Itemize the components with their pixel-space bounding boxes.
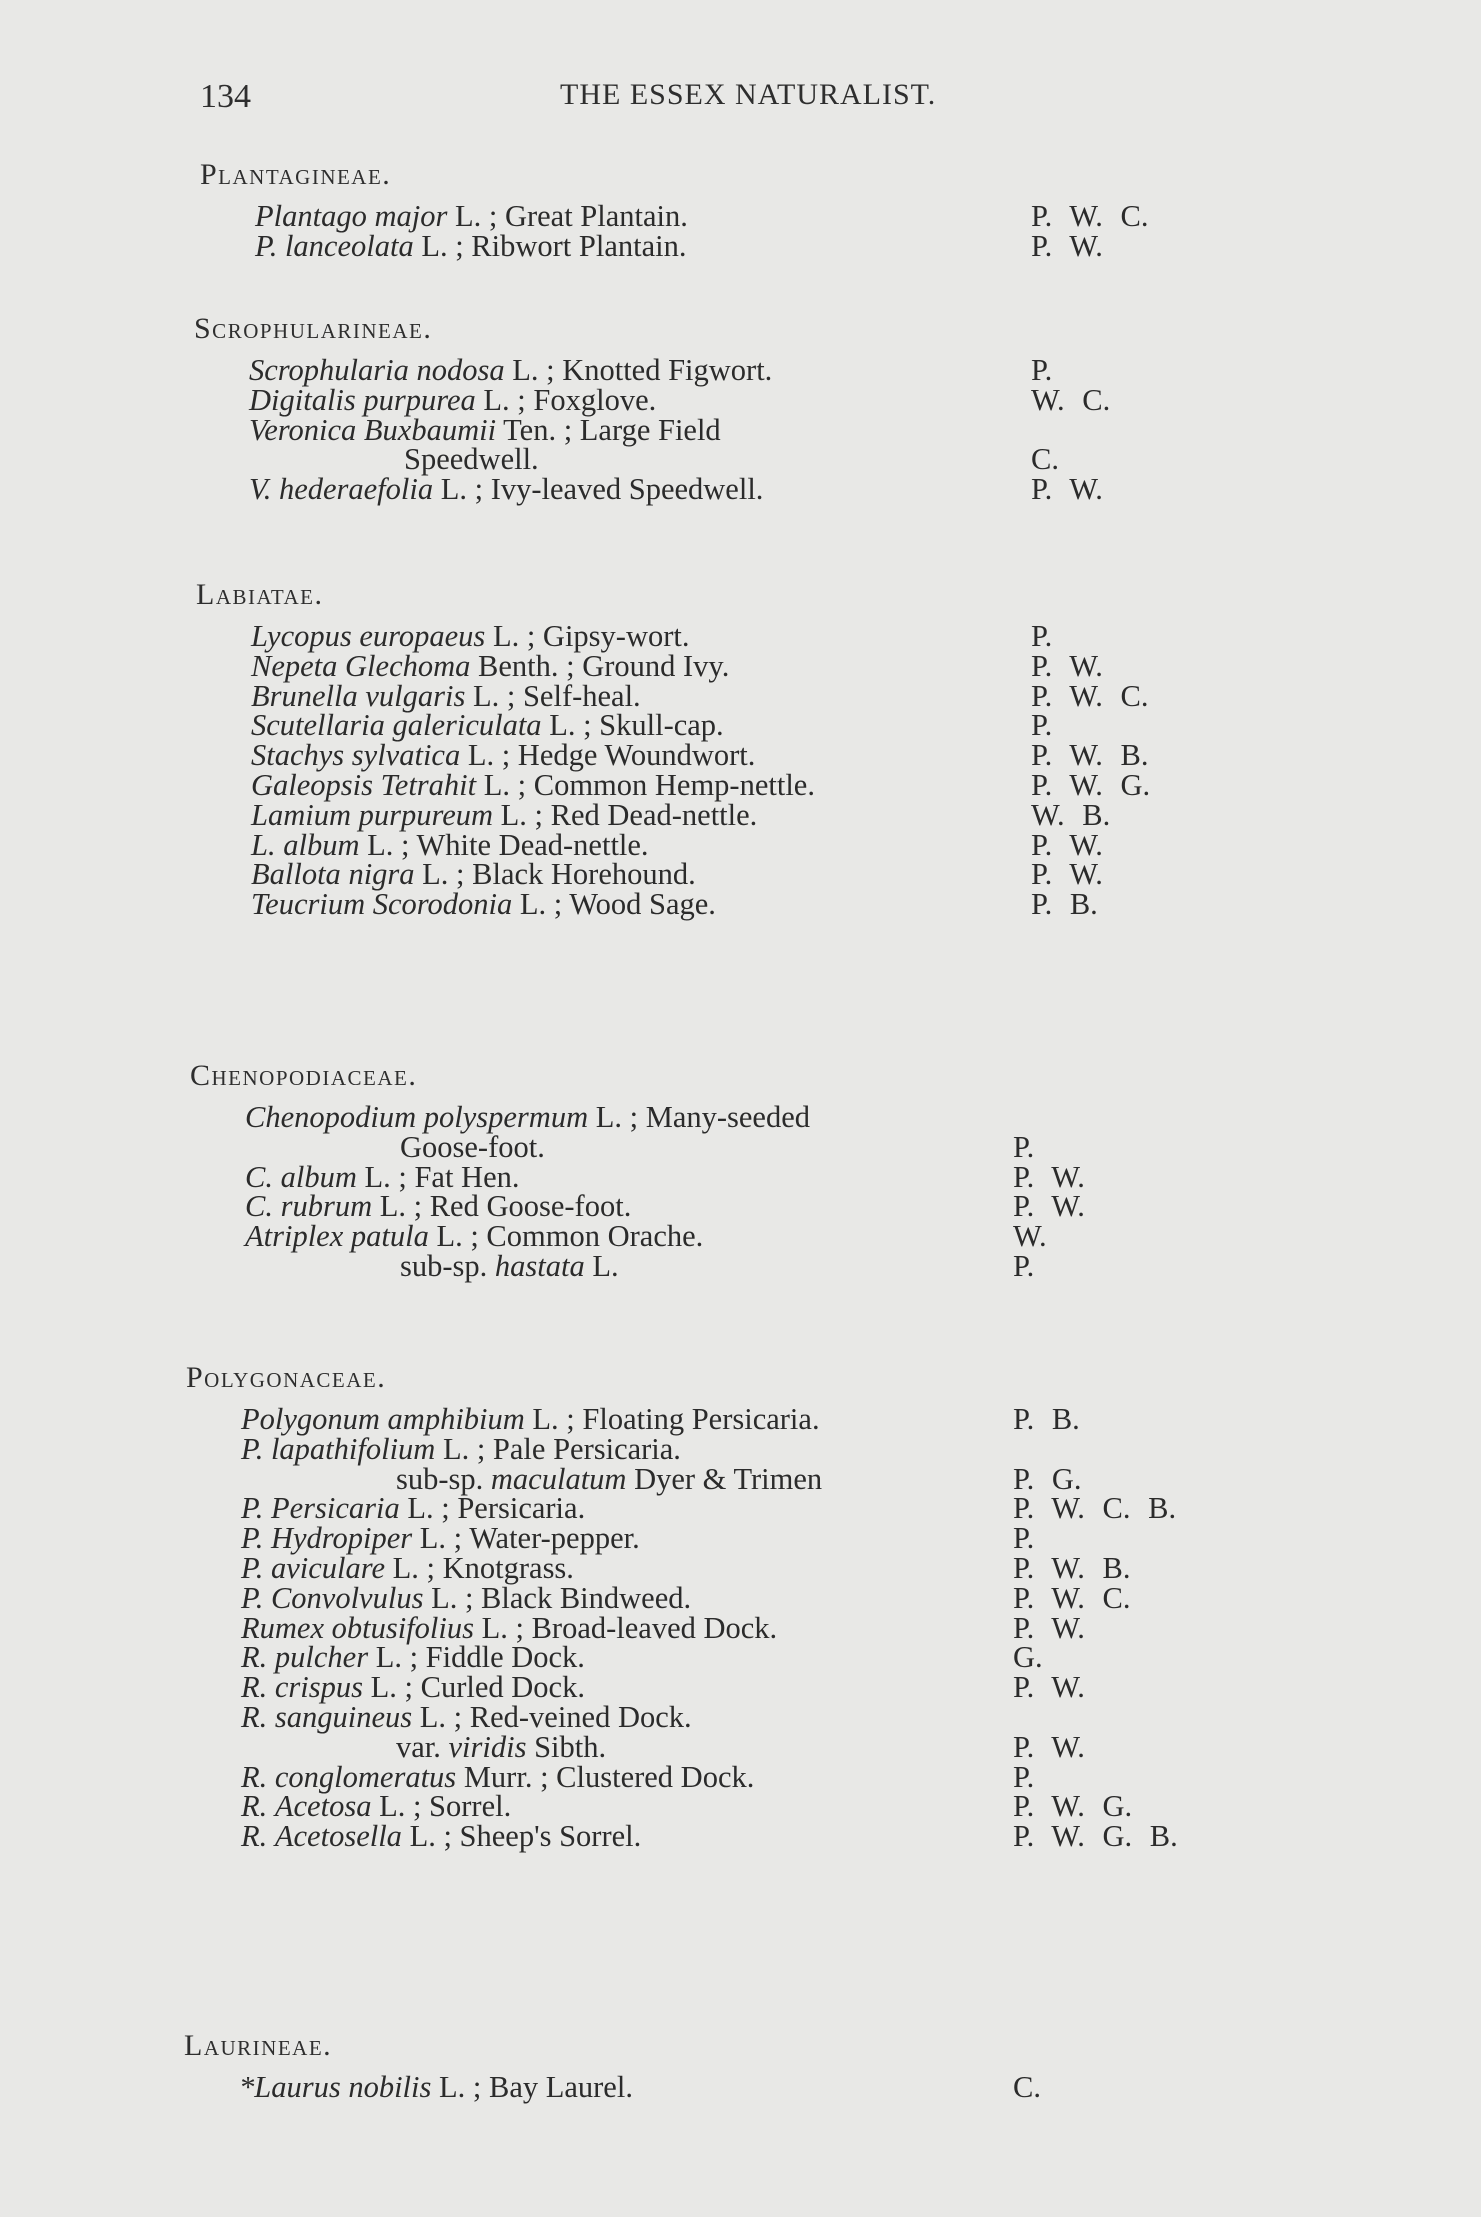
entry-authority: L. ; Knotted Figwort. xyxy=(504,353,773,387)
running-title: THE ESSEX NATURALIST. xyxy=(560,78,937,111)
entry-epithet: rubrum xyxy=(280,1189,373,1224)
locality-codes: P. xyxy=(1031,353,1053,387)
entry-epithet: Tetrahit xyxy=(380,768,477,802)
entry-genus: V. xyxy=(249,472,272,507)
entry-genus: L. xyxy=(251,827,276,862)
entry-epithet: galericulata xyxy=(392,708,542,743)
entry-authority: L. ; Great Plantain. xyxy=(447,199,688,233)
locality-codes: W. xyxy=(1013,1219,1047,1254)
entry-genus: P. xyxy=(241,1521,264,1556)
entry-authority: L. ; Sheep's Sorrel. xyxy=(401,1819,642,1854)
locality-codes: P. W. C. xyxy=(1031,678,1149,713)
entry-authority: L. ; Floating Persicaria. xyxy=(524,1402,820,1436)
entry-genus: P. xyxy=(241,1580,264,1615)
entry-continuation: Goose-foot. xyxy=(400,1129,545,1164)
entry-authority: L. ; Red Dead-nettle. xyxy=(493,797,758,832)
entry-authority: L. ; Ivy-leaved Speedwell. xyxy=(433,472,764,507)
locality-codes: P. W. G. xyxy=(1031,768,1151,802)
entry-genus: R. xyxy=(241,1759,268,1794)
family-heading-polygonaceae: Polygonaceae. xyxy=(186,1361,387,1394)
entry-genus: C. xyxy=(245,1159,273,1194)
entry-genus: Polygonum xyxy=(241,1402,380,1436)
entry-continuation: Speedwell. xyxy=(404,442,539,477)
species-entry xyxy=(239,2070,633,2105)
entry-genus: Scutellaria xyxy=(251,708,385,743)
entry-genus: Chenopodium xyxy=(245,1100,417,1134)
entry-epithet: maculatum xyxy=(490,1461,627,1496)
entry-authority: L. ; Bay Laurel. xyxy=(431,2070,633,2104)
entry-genus: Teucrium xyxy=(251,887,366,922)
entry-authority: Dyer & Trimen xyxy=(626,1461,823,1496)
entry-epithet: lapathifolium xyxy=(270,1431,436,1466)
entry-authority: L. ; Common Hemp-nettle. xyxy=(476,768,815,802)
species-entry xyxy=(249,472,763,507)
entry-authority: L. ; Curled Dock. xyxy=(363,1670,585,1705)
entry-epithet: polyspermum xyxy=(423,1100,589,1134)
locality-codes: P. W. xyxy=(1031,827,1103,862)
entry-genus: Digitalis xyxy=(249,382,356,417)
entry-genus: R. xyxy=(241,1670,268,1705)
entry-genus: Ballota xyxy=(251,857,341,892)
entry-authority: L. xyxy=(584,1249,619,1283)
entry-epithet: Acetosella xyxy=(274,1819,402,1854)
family-heading-labiatae: Labiatae. xyxy=(196,578,324,611)
entry-epithet: hederaefolia xyxy=(278,472,434,507)
species-entry xyxy=(251,887,716,922)
family-heading-plantagineae: Plantagineae. xyxy=(200,158,392,191)
entry-authority: L. ; Fiddle Dock. xyxy=(368,1640,585,1675)
entry-epithet: Acetosa xyxy=(274,1789,372,1824)
entry-genus: P. xyxy=(241,1491,264,1526)
family-heading-chenopodiaceae: Chenopodiaceae. xyxy=(190,1059,418,1092)
entry-genus: R. xyxy=(241,1700,268,1734)
entry-epithet: Buxbaumii xyxy=(363,412,497,447)
entry-authority: L. ; Ribwort Plantain. xyxy=(413,228,687,263)
entry-genus: P. xyxy=(241,1551,264,1585)
species-entry xyxy=(400,1249,619,1284)
locality-codes: P. W. G. xyxy=(1013,1789,1133,1824)
entry-authority: Sibth. xyxy=(526,1729,607,1764)
locality-codes: P. W. xyxy=(1031,648,1103,683)
locality-codes: P. W. xyxy=(1013,1610,1085,1645)
entry-authority: L. ; Many-seeded xyxy=(588,1100,811,1134)
entry-genus: C. xyxy=(245,1189,273,1224)
entry-authority: L. ; Persicaria. xyxy=(399,1491,586,1526)
locality-codes: P. W. B. xyxy=(1031,738,1149,773)
entry-authority: L. ; Knotgrass. xyxy=(385,1551,574,1585)
entry-genus: Nepeta xyxy=(251,648,338,683)
locality-codes: P. xyxy=(1031,619,1053,653)
entry-epithet: nodosa xyxy=(416,353,505,387)
locality-codes: W. C. xyxy=(1031,382,1111,417)
entry-epithet: Persicaria xyxy=(270,1491,400,1526)
entry-genus: Brunella xyxy=(251,678,358,713)
entry-epithet: purpurea xyxy=(363,382,476,417)
entry-genus: Veronica xyxy=(249,412,357,447)
entry-authority: L. ; Broad-leaved Dock. xyxy=(473,1610,778,1645)
entry-epithet: Convolvulus xyxy=(270,1580,424,1615)
entry-epithet: Glechoma xyxy=(345,648,471,683)
entry-authority: L. ; Skull-cap. xyxy=(541,708,724,743)
entry-epithet: vulgaris xyxy=(365,678,466,713)
entry-epithet: Scorodonia xyxy=(372,887,513,922)
family-heading-laurineae: Laurineae. xyxy=(184,2029,333,2062)
entry-epithet: nigra xyxy=(348,857,415,892)
entry-epithet: amphibium xyxy=(387,1402,525,1436)
entry-authority: Benth. ; Ground Ivy. xyxy=(470,648,730,683)
entry-genus: Scrophularia xyxy=(249,353,409,387)
entry-epithet: Hydropiper xyxy=(270,1521,413,1556)
locality-codes: P. W. xyxy=(1013,1729,1085,1764)
locality-codes: P. W. B. xyxy=(1013,1551,1131,1585)
entry-genus: R. xyxy=(241,1789,268,1824)
entry-authority: L. ; Pale Persicaria. xyxy=(435,1431,681,1466)
entry-authority: L. ; Red-veined Dock. xyxy=(412,1700,692,1734)
species-entry xyxy=(241,1819,641,1854)
locality-codes: P. W. G. B. xyxy=(1013,1819,1178,1854)
entry-epithet: crispus xyxy=(274,1670,364,1705)
locality-codes: P. W. xyxy=(1013,1189,1085,1224)
entry-rank: sub-sp. xyxy=(396,1461,491,1496)
entry-epithet: viridis xyxy=(448,1729,527,1764)
locality-codes: P. B. xyxy=(1013,1402,1080,1436)
locality-codes: P. xyxy=(1013,1249,1035,1283)
entry-authority: L. ; Common Orache. xyxy=(428,1219,704,1254)
entry-authority: Murr. ; Clustered Dock. xyxy=(456,1759,755,1794)
entry-epithet: album xyxy=(280,1159,357,1194)
entry-genus: P. xyxy=(255,228,278,263)
locality-codes: P. W. xyxy=(1031,857,1103,892)
entry-epithet: conglomeratus xyxy=(274,1759,457,1794)
entry-epithet: nobilis xyxy=(348,2070,432,2104)
locality-codes: P. B. xyxy=(1031,887,1098,922)
entry-authority: L. ; Hedge Woundwort. xyxy=(460,738,756,773)
entry-epithet: aviculare xyxy=(270,1551,386,1585)
entry-epithet: album xyxy=(283,827,360,862)
entry-authority: L. ; Water-pepper. xyxy=(412,1521,640,1556)
entry-authority: L. ; White Dead-nettle. xyxy=(359,827,649,862)
locality-codes: P. xyxy=(1013,1521,1035,1556)
locality-codes: P. G. xyxy=(1013,1461,1082,1496)
entry-epithet: major xyxy=(374,199,448,233)
entry-genus: Lycopus xyxy=(251,619,352,653)
entry-epithet: hastata xyxy=(494,1249,585,1283)
entry-authority: L. ; Self-heal. xyxy=(465,678,641,713)
entry-authority: L. ; Wood Sage. xyxy=(512,887,716,922)
entry-authority: L. ; Fat Hen. xyxy=(356,1159,520,1194)
entry-genus: R. xyxy=(241,1640,268,1675)
locality-codes: P. W. xyxy=(1031,228,1103,263)
locality-codes: P. xyxy=(1013,1759,1035,1794)
family-heading-scrophularineae: Scrophularineae. xyxy=(194,312,433,345)
entry-genus: Galeopsis xyxy=(251,768,373,802)
species-entry xyxy=(255,229,687,264)
entry-authority: L. ; Red Goose-foot. xyxy=(372,1189,632,1224)
locality-codes: P. W. C. xyxy=(1031,199,1149,233)
entry-genus: *Laurus xyxy=(239,2070,341,2104)
entry-authority: L. ; Black Horehound. xyxy=(414,857,696,892)
entry-genus: Stachys xyxy=(251,738,345,773)
locality-codes: P. W. C. xyxy=(1013,1580,1131,1615)
entry-authority: L. ; Black Bindweed. xyxy=(423,1580,692,1615)
locality-codes: P. W. xyxy=(1013,1159,1085,1194)
entry-epithet: sanguineus xyxy=(274,1700,413,1734)
entry-genus: R. xyxy=(241,1819,268,1854)
entry-epithet: obtusifolius xyxy=(331,1610,474,1645)
entry-genus: Rumex xyxy=(241,1610,324,1645)
locality-codes: C. xyxy=(1031,442,1059,477)
entry-epithet: purpureum xyxy=(358,797,494,832)
entry-epithet: europaeus xyxy=(359,619,486,653)
locality-codes: P. xyxy=(1031,708,1053,743)
locality-codes: P. W. xyxy=(1031,472,1103,507)
locality-codes: P. W. xyxy=(1013,1670,1085,1705)
entry-epithet: sylvatica xyxy=(351,738,461,773)
locality-codes: P. W. C. B. xyxy=(1013,1491,1177,1526)
locality-codes: G. xyxy=(1013,1640,1043,1675)
locality-codes: C. xyxy=(1013,2070,1041,2104)
page-number: 134 xyxy=(200,78,251,115)
entry-authority: L. ; Foxglove. xyxy=(475,382,657,417)
locality-codes: W. B. xyxy=(1031,797,1111,832)
entry-epithet: lanceolata xyxy=(284,228,414,263)
entry-epithet: pulcher xyxy=(274,1640,369,1675)
entry-epithet: patula xyxy=(350,1219,429,1254)
entry-genus: Lamium xyxy=(251,797,351,832)
entry-authority: L. ; Gipsy-wort. xyxy=(485,619,690,653)
entry-rank: sub-sp. xyxy=(400,1249,495,1283)
entry-rank: var. xyxy=(396,1729,449,1764)
locality-codes: P. xyxy=(1013,1129,1035,1164)
entry-genus: P. xyxy=(241,1431,264,1466)
entry-authority: Ten. ; Large Field xyxy=(496,412,721,447)
entry-authority: L. ; Sorrel. xyxy=(371,1789,512,1824)
entry-genus: Atriplex xyxy=(245,1219,344,1254)
entry-genus: Plantago xyxy=(255,199,367,233)
